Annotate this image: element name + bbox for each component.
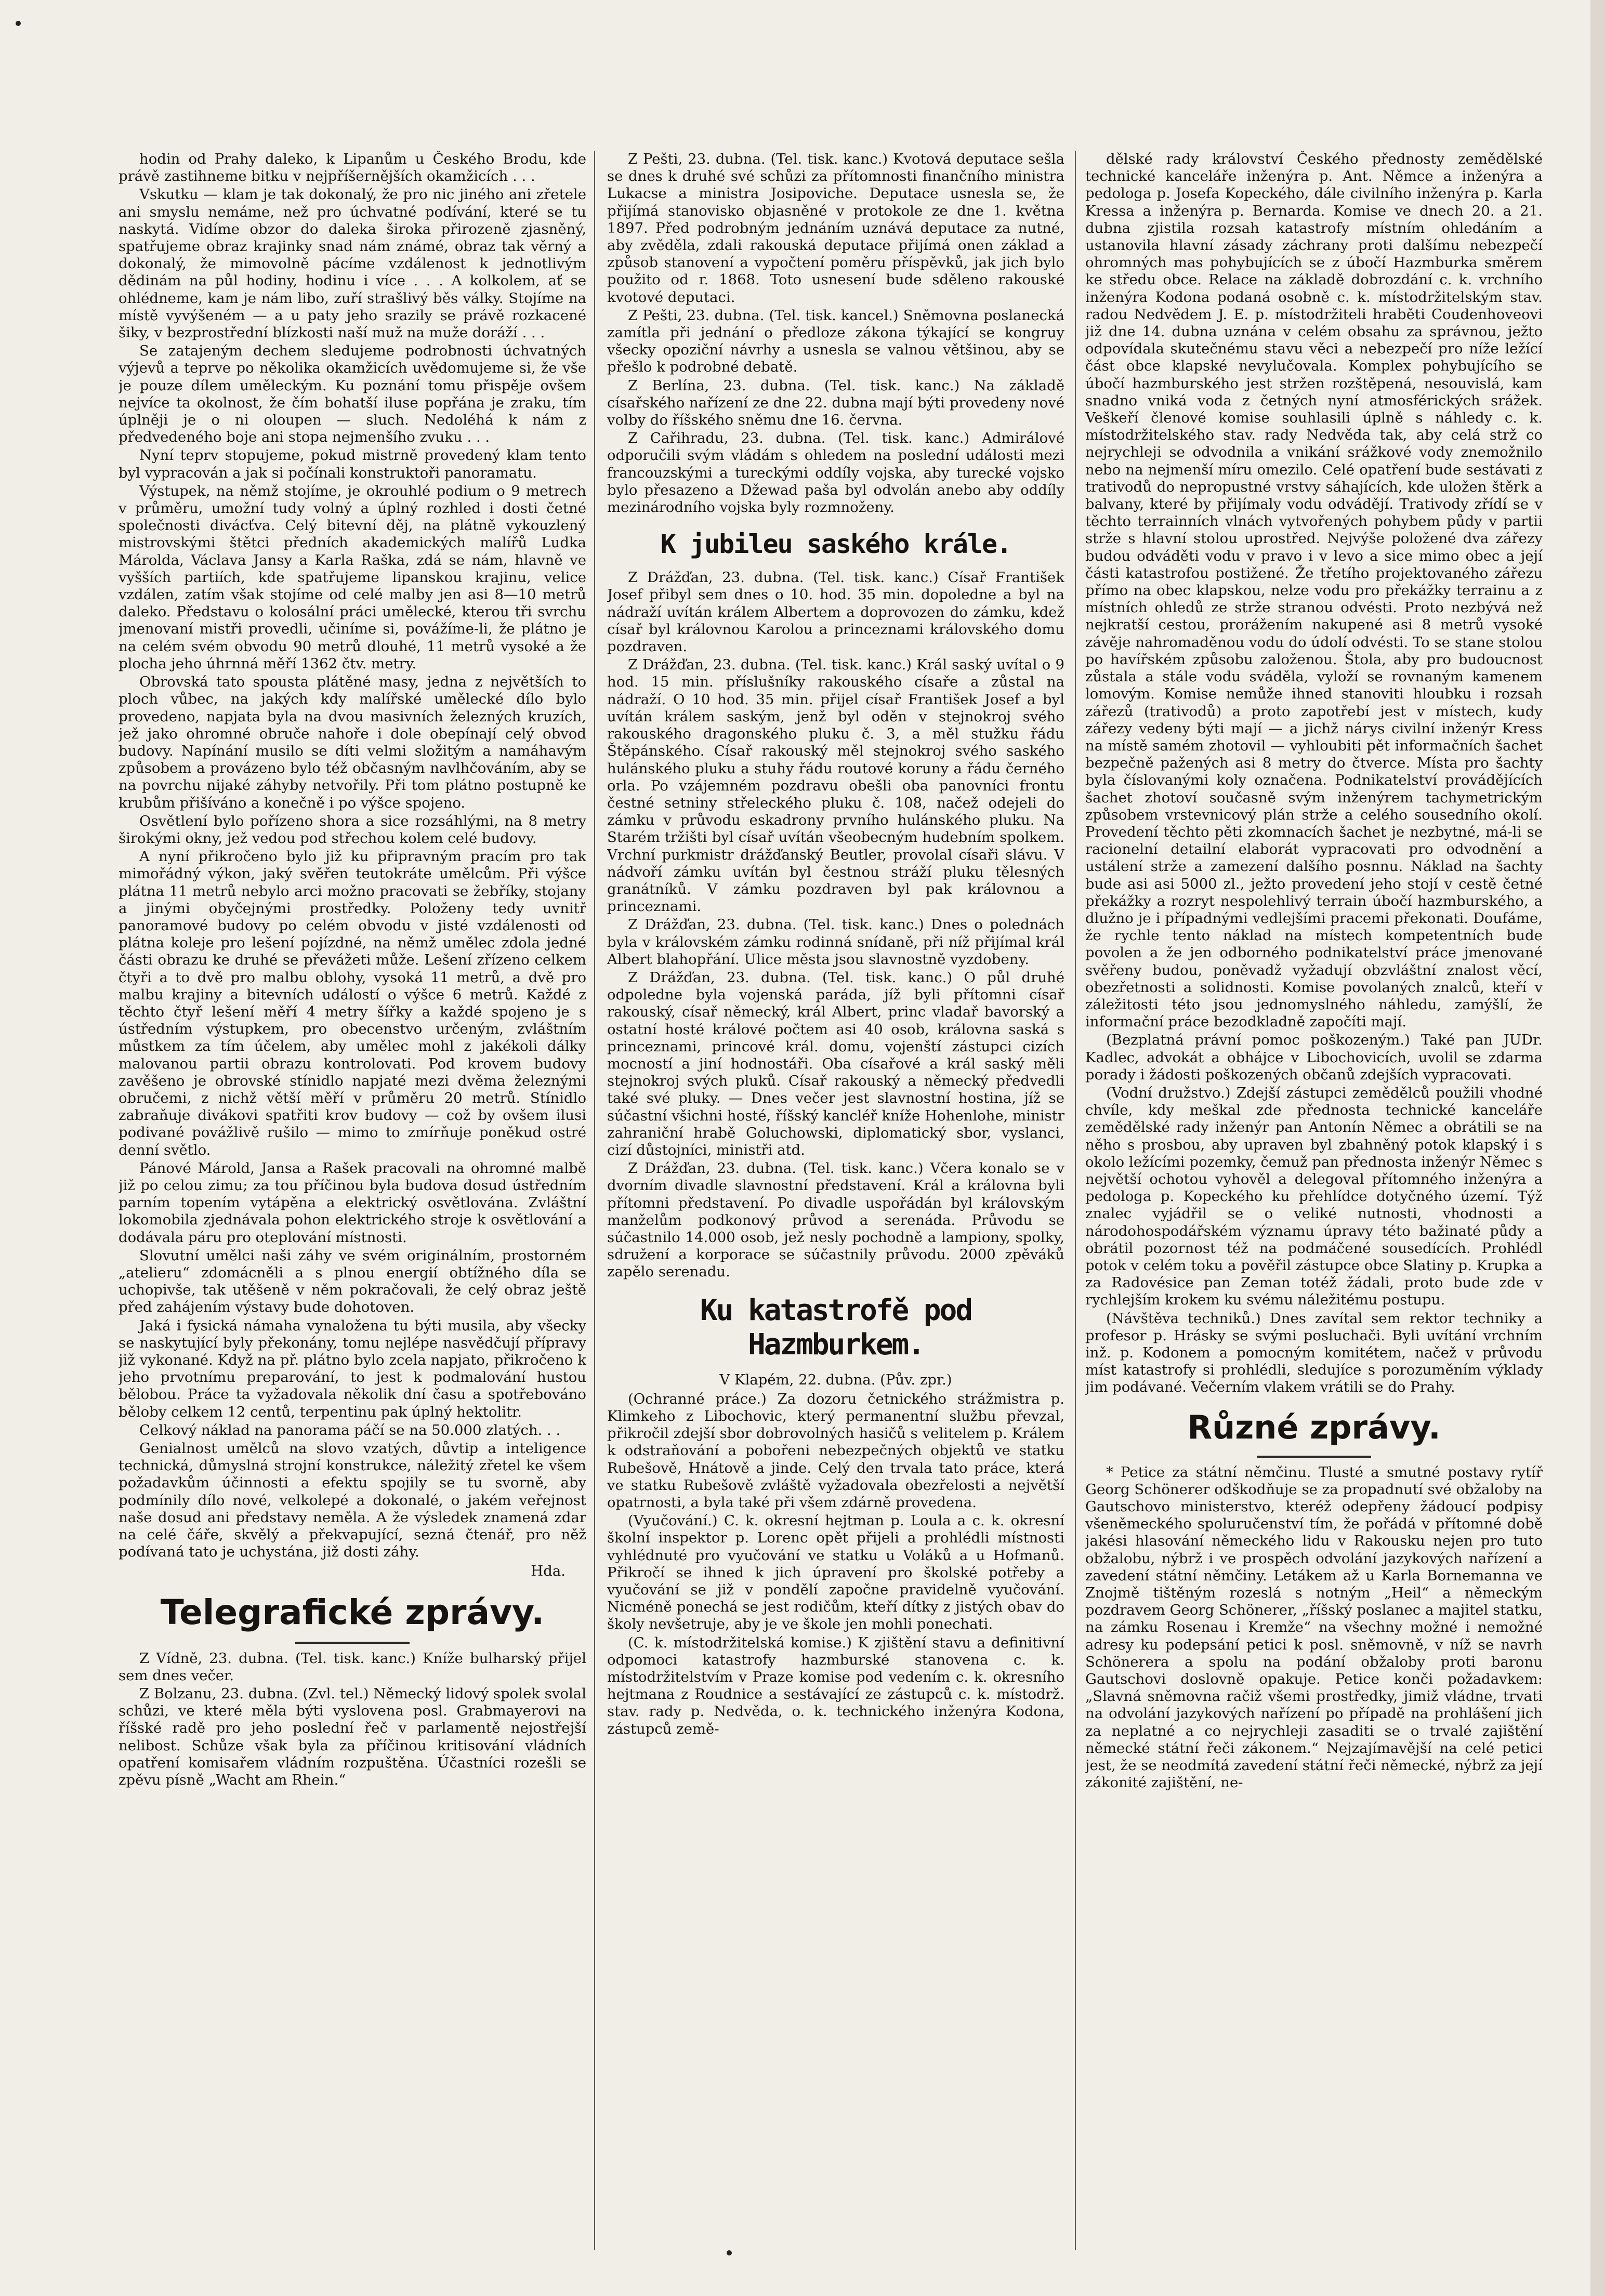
article-paragraph: Pánové Márold, Jansa a Rašek pracovali na ohromné malbě již po celou zimu; za tou příčinou byla budova dosud ústředním parním topením vytápěna a elektrický osvětlována. Zvláštní lokomobila zjednávala pohon elektrického stroje k osvětlování a dodávala páru pro oteplování místnosti.: [119, 1159, 586, 1246]
page-mark-top-left: [16, 21, 21, 26]
article-paragraph: (Vyučování.) C. k. okresní hejtman p. Loula a c. k. okresní školní inspektor p. Lorenc opět přijeli a prohlédli místnosti vyhlédnuté pro vyučování ve statku u Voláků a u Hofmanů. Přikročí se ihned k jich úpravení pro školské potřeby a vyučování se již v pondělí započne pravidelně vyučování. Nicméně ponechá se jest rodičům, kteří dítky z jistých obav do školy nevšetruje, aby je ve škole jen mohli ponechati.: [607, 1512, 1064, 1633]
article-paragraph: (Bezplatná právní pomoc poškozeným.) Také pan JUDr. Kadlec, advokát a obhájce v Libochovicích, uvolil se zdarma porady i žádosti poškozených občanů zdejších vypracovati.: [1085, 1032, 1543, 1083]
katastrofa-dateline: V Klapém, 22. dubna. (Pův. zpr.): [719, 1371, 952, 1388]
news-item: Z Berlína, 23. dubna. (Tel. tisk. kanc.) Na základě císařského nařízení ze dne 22. dubna mají býti provedeny nové volby do říšského sněmu dne 16. června.: [607, 377, 1064, 429]
article-signature: Hda.: [531, 1563, 565, 1580]
heading-katastrofa: Ku katastrofě pod Hazmburkem.: [700, 1293, 972, 1362]
news-item: * Petice za státní němčinu. Tlusté a smutné postavy rytíř Georg Schönerer odškodňuje se za propadnutí své obžaloby na Gautschovo ministerstvo, kteréž odepřeny žádoucí podpisy všeněmeckého spoluručenství tím, že pořádá v přítomné době jakési hlasování německého lidu v Rakousku nejen pro tuto obžalobu, nýbrž i ve prospěch odvolání jazykových nařízení a zavedení státní němčiny. Letákem až u Karla Bornemanna ve Znojmě tištěným rozeslá s notným „Heil“ a německým pozdravem Georg Schönerer, „říšský poslanec a majitel statku, na zámku Rosenau i Kremže“ na všechny možné i nemožné adresy ku podepsání petici k posl. sněmovně, v níž se navrh Schönerera a spolu na podání obžaloby proti baronu Gautschovi doslovně opakuje. Petice konči požadavkem: „Slavná sněmovna račiž všemi prostředky, jimiž vládne, trvati na odvolání jazykových nařízení po případě na prohlášení jich za neplatné a co nejrychleji zasaditi se o trvalé zajištění německé státní řeči zákonem.“ Nejzajímavější na celé petici jest, že se neodmítá zavedení státní řeči německé, nýbrž za její zákonité zajištění, ne-: [1085, 1463, 1543, 1791]
article-paragraph: Jaká i fysická námaha vynaložena tu býti musila, aby všecky se naskytující byly překonány, tomu nejlépe nasvědčují přípravy již vykonané. Když na př. plátno bylo zcela napjato, přikročeno k jeho prvotnímu preparování, to jest k podmalování hustou bělobou. Práce ta vyžadovala několik dní času a spotřebováno běloby celkem 12 centů, terpentinu pak úplný hektolitr.: [119, 1317, 586, 1420]
article-paragraph: (Ochranné práce.) Za dozoru četnického strážmistra p. Klimkeho z Libochovic, který permanentní službu převzal, přikročil zdejší sbor dobrovolných hasičů s velitelem p. Králem k odstraňování a pobořeni nebezpečných objektů ve statku Rubešově, Hnátově a jinde. Celý den trvala tato práce, která ve statku Rubešově zvláště vyžadovala obezřelosti a největší opatrnosti, a byla také při všem zdárně provedena.: [607, 1390, 1064, 1511]
panorama-article: [119, 151, 586, 1561]
article-paragraph: Slovutní umělci naši záhy ve svém originálním, prostorném „atelieru“ zdomácněli a s plnou energií obtížného díla se uchopivše, tak utěšeně v něm pokračovali, že celý obraz ještě před zahájením výstavy bude dohotoven.: [119, 1247, 586, 1316]
telegraph-news-cont: [607, 151, 1064, 516]
news-item: Z Cařihradu, 23. dubna. (Tel. tisk. kanc.) Admirálové odporučili svým vládám s ohledem na poslední události mezi francouzskými a tureckými oddíly vojska, aby turecké vojsko bylo přesazeno a Džewad paša byl odvolán anebo aby oddíly mezinárodního vojska byly rozmnoženy.: [607, 430, 1064, 516]
article-paragraph: Celkový náklad na panorama páčí se na 50.000 zlatých. . .: [139, 1421, 561, 1439]
article-paragraph: Osvětlení bylo pořízeno shora a sice rozsáhlými, na 8 metry širokými okny, jež vedou pod střechou kolem celé budovy.: [119, 812, 586, 847]
column-divider-1: [594, 151, 595, 2250]
heading-ruzne-zpravy: Různé zprávy.: [1187, 1408, 1441, 1446]
column-divider-2: [1075, 151, 1076, 2250]
article-paragraph: Genialnost umělců na slovo vzatých, důvtip a inteligence technická, důmyslná strojní konstrukce, náležitý zřetel ke všem požadavkům účinnosti a efektu spojily se tu svorně, aby podmínily dílo nové, velkolepé a dokonalé, o jakém veřejnost naše dosud ani představy neměla. A že výsledek znamená zdar na celé čáře, skvělý a překvapující, sezná čtenář, pro něž podívaná tato je uchystána, již dosti záhy.: [119, 1440, 586, 1561]
article-paragraph: Obrovská tato spousta plátěné masy, jedna z největších to ploch vůbec, na jakých kdy malířské umělecké dílo bylo provedeno, napjata byla na dvou masivních železných kruzích, jež jako ohromné obruče nahoře i dole obepínají celý obvod budovy. Napínání musilo se díti velmi složitým a namáhavým způsobem a provázeno bylo též občasným navlhčováním, aby se na povrchu nijaké záhyby netvořily. Při tom plátno postupně ke krubům přišíváno a konečně i po výšce spojeno.: [119, 674, 586, 811]
column-3: [1085, 151, 1543, 2261]
heading-telegraficke-zpravy: Telegrafické zprávy.: [160, 1592, 545, 1632]
ruzne-news: [1085, 1464, 1543, 1792]
telegraph-news: [119, 1650, 586, 1789]
article-paragraph: A nyní přikročeno bylo již ku připravným pracím pro tak mimořádný výkon, jaký svěřen teutokráte umělcům. Při výšce plátna 11 metrů nebylo arci možno pracovati se žebříky, stojany a jinými obyčejnými prostředky. Položeny tedy uvnitř panoramové budovy po celém obvodu v jisté vzdálenosti od plátna koleje pro lešení pojízdné, na němž umělec zdola jedné části obrazu ke druhé se převážeti může. Lešení zřízeno celkem čtyři a to dvě pro malbu oblohy, vysoká 11 metrů, a dvě pro malbu krajiny a bitevních událostí o výšce 6 metrů. Každé z těchto čtyř lešení měří 4 metry šířky a každé spojeno je s ústředním výstupkem, pro obecenstvo určeným, zvláštním můstkem za tím účelem, aby umělec mohl z jakékoli dálky malovanou partii obrazu kontrolovati. Pod krovem budovy zavěšeno je obrovské stínidlo napjaté mezi dvěma železnými obručemi, z nichž větší měří v průměru 20 metrů. Stínidlo zabraňuje divákovi spatřiti krov budovy — což by ovšem ilusi podivané povážlivě rušilo — mimo to zmírňuje poněkud ostré denní světlo.: [119, 848, 586, 1158]
katastrofa-article-cont: [1085, 151, 1543, 1396]
article-paragraph: hodin od Prahy daleko, k Lipanům u Českého Brodu, kde právě zastihneme bitku v nejpříšernějších okamžicích . . .: [119, 151, 586, 185]
news-item: Z Pešti, 23. dubna. (Tel. tisk. kanc.) Kvotová deputace sešla se dnes k druhé své schůzi za přítomnosti finančního ministra Lukacse a ministra Josipoviche. Deputace usnesla se, že přijímá stanovisko objasněné v protokole ze dne 1. května 1897. Před podrobným jednáním uznává deputace za nutné, aby zvěděla, zdali rakouská deputace přijímá onen základ a způsob stanovení a vypočtení poměru příspěvků, jak jich bylo použito od r. 1868. Toto usnesení bude sděleno rakouské kvotové deputaci.: [607, 151, 1064, 306]
column-1: [119, 151, 586, 2261]
katastrofa-article: [607, 1391, 1064, 1738]
article-paragraph: Se zatajeným dechem sledujeme podrobnosti úchvatných výjevů a teprve po několika okamžicích uvědomujeme si, že vše je pouze dílem uměleckým. Ku poznání tomu přispěje ovšem nejvíce ta okolnost, že čím bohatší iluse popřána je zraku, tím úplněji je o ni oloupen — sluch. Nedoléhá k nám z předvedeného boje ani stopa nejmenšího zvuku . . .: [119, 342, 586, 446]
news-item: Z Drážďan, 23. dubna. (Tel. tisk. kanc.) Včera konalo se v dvorním divadle slavnostní představení. Král a královna byli přítomni představení. Po divadle uspořádán byl královským manželům podkonový průvod a serenáda. Průvodu se súčastnilo 14.000 osob, jež nesly pochodně a lampiony, spolky, sdružení a korporace se súčastnily průvodu. 2000 zpěváků zapělo serenadu.: [607, 1160, 1064, 1281]
article-paragraph: (C. k. místodržitelská komise.) K zjištění stavu a definitivní odpomoci katastrofy hazmburské stanovena c. k. místodržitelstvím v Praze komise pod vedením c. k. okresního hejtmana z Roudnice a sestávající ze zástupců c. k. místodrž. stav. rady p. Nedvěda, o. k. technického inženýra Kodona, zástupců země-: [607, 1634, 1064, 1737]
article-paragraph: (Návštěva techniků.) Dnes zavítal sem rektor techniky a profesor p. Hrásky se svými posluchači. Byli uvítání vrchním inž. p. Kodonem a pomocným komitétem, načež v průvodu míst katastrofy si prohlédli, sledujíce s porozuměním výklady jim podávané. Večerním vlakem vrátili se do Prahy.: [1085, 1310, 1543, 1396]
column-2: [607, 151, 1064, 2261]
article-paragraph: Nyní teprv stopujeme, pokud mistrně provedený klam tento byl vypracován a jak si počínali konstruktoři panoramatu.: [119, 447, 586, 481]
heading-rule: [295, 1642, 410, 1644]
news-item: Z Pešti, 23. dubna. (Tel. tisk. kancel.) Sněmovna poslanecká zamítla při jednání o předloze zákona týkající se kongruy všecky opoziční návrhy a usnesla se valnou většinou, aby se přešlo k podrobné debatě.: [607, 307, 1064, 376]
news-item: Z Drážďan, 23. dubna. (Tel. tisk. kanc.) O půl druhé odpoledne byla vojenská paráda, jíž byli přítomni císař rakouský, císař německý, král Albert, princ vladař bavorský a ostatní hosté králové počtem asi 40 osob, královna saská s princeznami, princové král. domu, vojenští zástupci cizích mocností a jiní hodnostáři. Oba císařové a král saský měli stejnokroj svých pluků. Císař rakouský a německý předvedli také své pluky. — Dnes večer jest slavnostní hostina, jíž se súčastní všichni hosté, říšský kancléř kníže Hohenlohe, ministr zahraniční hrabě Goluchowski, diplomatický sbor, vyslanci, cizí důstojníci, ministři atd.: [607, 969, 1064, 1158]
article-paragraph: Výstupek, na němž stojíme, je okrouhlé podium o 9 metrech v průměru, umožní tudy volný a úplný rozhled i dosti četné společnosti divácťva. Celý bitevní děj, na plátně vykouzlený mistrovskými štětci předních akademických malířů Ludka Márolda, Václava Jansy a Karla Raška, zdá se nám, hlavně ve vyšších partiích, kde spatřujeme lipanskou krajinu, velice vzdálen, zatím však stojíme od celé malby jen asi 8—10 metrů daleko. Představu o kolosální práci umělecké, kterou tři svrchu jmenovaní mistři provedli, učiníme si, povážíme-li, že plátno je na celém svém obvodu 90 metrů dlouhé, 11 metrů vysoké a že plocha jeho úhrnná měří 1362 čtv. metry.: [119, 482, 586, 672]
news-item: Z Vídně, 23. dubna. (Tel. tisk. kanc.) Kníže bulharský přijel sem dnes večer.: [119, 1650, 586, 1684]
news-item: Z Drážďan, 23. dubna. (Tel. tisk. kanc.) Císař František Josef přibyl sem dnes o 10. hod. 35 min. dopoledne a byl na nádraží uvítán králem Albertem a doprovozen do zámku, kdež císař byl královnou Karolou a princeznami královského domu pozdraven.: [607, 569, 1064, 655]
heading-rule-2: [1257, 1456, 1371, 1458]
article-paragraph: Vskutku — klam je tak dokonalý, že pro nic jiného ani zřetele ani smyslu nemáme, než pro úchvatné podívání, které se tu naskytá. Vidíme obzor do daleka široka přirozeně zjasněný, spatřujeme obraz krajinky snad nám známé, obraz tak věrný a dokonalý, že mimovolně pácíme vzdálenost k jednotlivým dědinám na půl hodiny, hodinu i více . . . A kolkolem, ať se ohlédneme, kam je nám libo, zuří strašlivý běs války. Stojíme na místě vyvýšeném — a u paty jeho srazily se právě rozkacené šiky, v bezprostřední blízkosti naší muž na muže doráží . . .: [119, 186, 586, 341]
news-item: Z Drážďan, 23. dubna. (Tel. tisk. kanc.) Dnes o polednách byla v královském zámku rodinná snídaně, při níž přijímal král Albert blahopřání. Ulice města jsou slavnostně vyzdobeny.: [607, 916, 1064, 968]
page-edge: [1590, 0, 1605, 2296]
heading-jubileum: K jubileu saského krále.: [660, 529, 1011, 560]
article-paragraph: dělské rady království Českého přednosty zemědělské technické kanceláře inženýra p. Ant. Němce a inženýra a pedologa p. Josefa Kopeckého, dále civilního inženýra p. Karla Kressa a inženýra p. Bernarda. Komise ve dnech 20. a 21. dubna zjistila rozsah katastrofy místním ohledáním a ustanovila hlavní zásady záchrany proti dalšímu nebezpečí ohromných mas pohybujících se z úbočí Hazmburka směrem ke středu obce. Relace na základě dobrozdání c. k. vrchního inženýra Kodona podaná osobně c. k. místodržitelským stav. radou Nedvědem J. E. p. místodržiteli hraběti Coudenhoveovi již dne 14. dubna uznána v celém obsahu za správnou, ježto odpovídala skutečnému stavu věci a nebezpečí pro níže ležící část obce klapské nevylučovala. Komplex pohybujícího se úbočí hazmburského jest stržen rozštěpená, nesouvislá, kam snadno vniká voda z četných nyní atmosférických srážek. Veškeří členové komise souhlasili úplně s náhledy c. k. místodržitelského stav. rady Nedvěda tak, aby celá strž co nejrychleji se odvodnila a vnikání srážkové vody znemožnilo nebo na nejmenší míru omezilo. Celé opatření bude sestávati z trativodů do nepropustné vrstvy sáhajících, kde uložen štěrk a balvany, které by přijímaly vodu odvádějí. Trativody zřídí se v těchto terrainních vlnách vytvořených pohybem půdy v partii strže s hlavní stolou uprostřed. Nejvýše položené dva zářezy budou odváděti vodu v pravo i v levo a sice mimo obec a její části katastrofou postižené. Že třetího projektovaného zářezu přímo na obec klapskou, nelze vodu pro překážky terrainu a z místních ohledů ze strže stranou odvésti. Proto nezbývá než nejkratší cestou, prorážením nakupené asi 8 metrů vysoké závěje nahromaděnou vodu do údolí odvésti. To se stane stolou po havířském způsobu založenou. Štola, aby pro budoucnost zůstala a stále vodu sváděla, vyloží se rovnaným kamenem lomovým. Komise nemůže ihned stanoviti hloubku i rozsah zářezů (trativodů) a proto zapotřebí jest v místech, kudy zářezy vedeny býti mají — a jichž nárys civilní inženýr Kress na místě samém zhotovil — vyhloubiti pět informačních šachet bezpečně pažených asi 8 metry do čtverce. Místa pro šachty byla číslovanými koly označena. Podnikatelství provádějících šachet zhotoví současně svým inženýrem tachymetrickým způsobem vrstevnicový plán strže a celého sousedního okolí. Provedení těchto pěti zkomnacích šachet je nezbytné, má-li se racionelní detailní elaborát vypracovati pro odvodnění a ustálení strže a zamezení dalšího posnnu. Náklad na šachty bude asi asi 5000 zl., ježto provedení jeho stojí v cestě četné překážky a rozryt nespolehlivý terrain úbočí hazmburského, a dlužno je i případnými vedlejšími pracemi překonati. Doufáme, že rychle tento náklad na místech kompetentních bude povolen a že jen odborného podnikatelství práce jmenované svěřeny budou, poněvadž vyžadují obzvláštní znalost věcí, obezřetnosti a solidnosti. Komise povolaných znalců, kteří v záležitosti této jsou jednomyslného náhledu, zamýšlí, že informační práce bezodkladně započíti mají.: [1085, 151, 1543, 1031]
news-item: Z Bolzanu, 23. dubna. (Zvl. tel.) Německý lidový spolek svolal schůzi, ve které měla býti vyslovena posl. Grabmayerovi na říšské radě pro jeho poslední řeč v parlamentě nejostřejší nelibost. Schůze však byla za příčinou kritisování vládních opatření komisařem vládním rozpuštěna. Účastníci rozešli se zpěvu písně „Wacht am Rhein.“: [119, 1685, 586, 1789]
jubileum-news: [607, 569, 1064, 1281]
news-item: Z Drážďan, 23. dubna. (Tel. tisk. kanc.) Král saský uvítal o 9 hod. 15 min. příslušníky rakouského císaře a zůstal na nádraží. O 10 hod. 35 min. přijel císař František Josef a byl uvítán králem saským, jenž byl oděn v stejnokroj svého rakouského dragonského pluku č. 3, a měl stužku řádu Štěpánského. Císař rakouský měl stejnokroj svého saského hulánského pluku a stuhy řádu routové koruny a řádu černého orla. Po vzájemném pozdravu obešli oba panovníci frontu čestné setniny střeleckého pluku č. 108, načež odejeli do zámku v průvodu eskadrony prvního hulánského pluku. Na Starém tržišti byl císař uvítán všeobecným hudebním spolkem. Vrchní purkmistr drážďanský Beutler, provolal císaři slávu. V nádvoří zámku uvítán byl čestnou stráží pluku tělesných granátníků. V zámku pozdraven byl pak královnou a princeznami.: [607, 656, 1064, 915]
article-paragraph: (Vodní družstvo.) Zdejší zástupci zemědělců použili vhodné chvíle, kdy meškal zde přednosta technické kanceláře zemědělské rady inženýr pan Antonín Němec a obrátili se na něho s prosbou, aby upraven byl zbahněný potok klapský i s okolo ležícími pozemky, čemuž pan přednosta inženýr Němec s největší ochotou vyhověl a delegoval přítomného inženýra a pedologa p. Kopeckého ku přehlídce dotyčného území. Týž znalec vyjádřil se o veliké nutnosti, vhodnosti a národohospodářském významu úpravy této bažinaté půdy a obrátil pozornost též na podmáčené sousedících. Prohlédl potok v celém toku a pověřil zástupce obce Slatiny p. Krupka a za Radovésice pan Zeman totéž žádali, proto bude zde v rychlejším krokem ku svému náležitému postupu.: [1085, 1084, 1543, 1309]
